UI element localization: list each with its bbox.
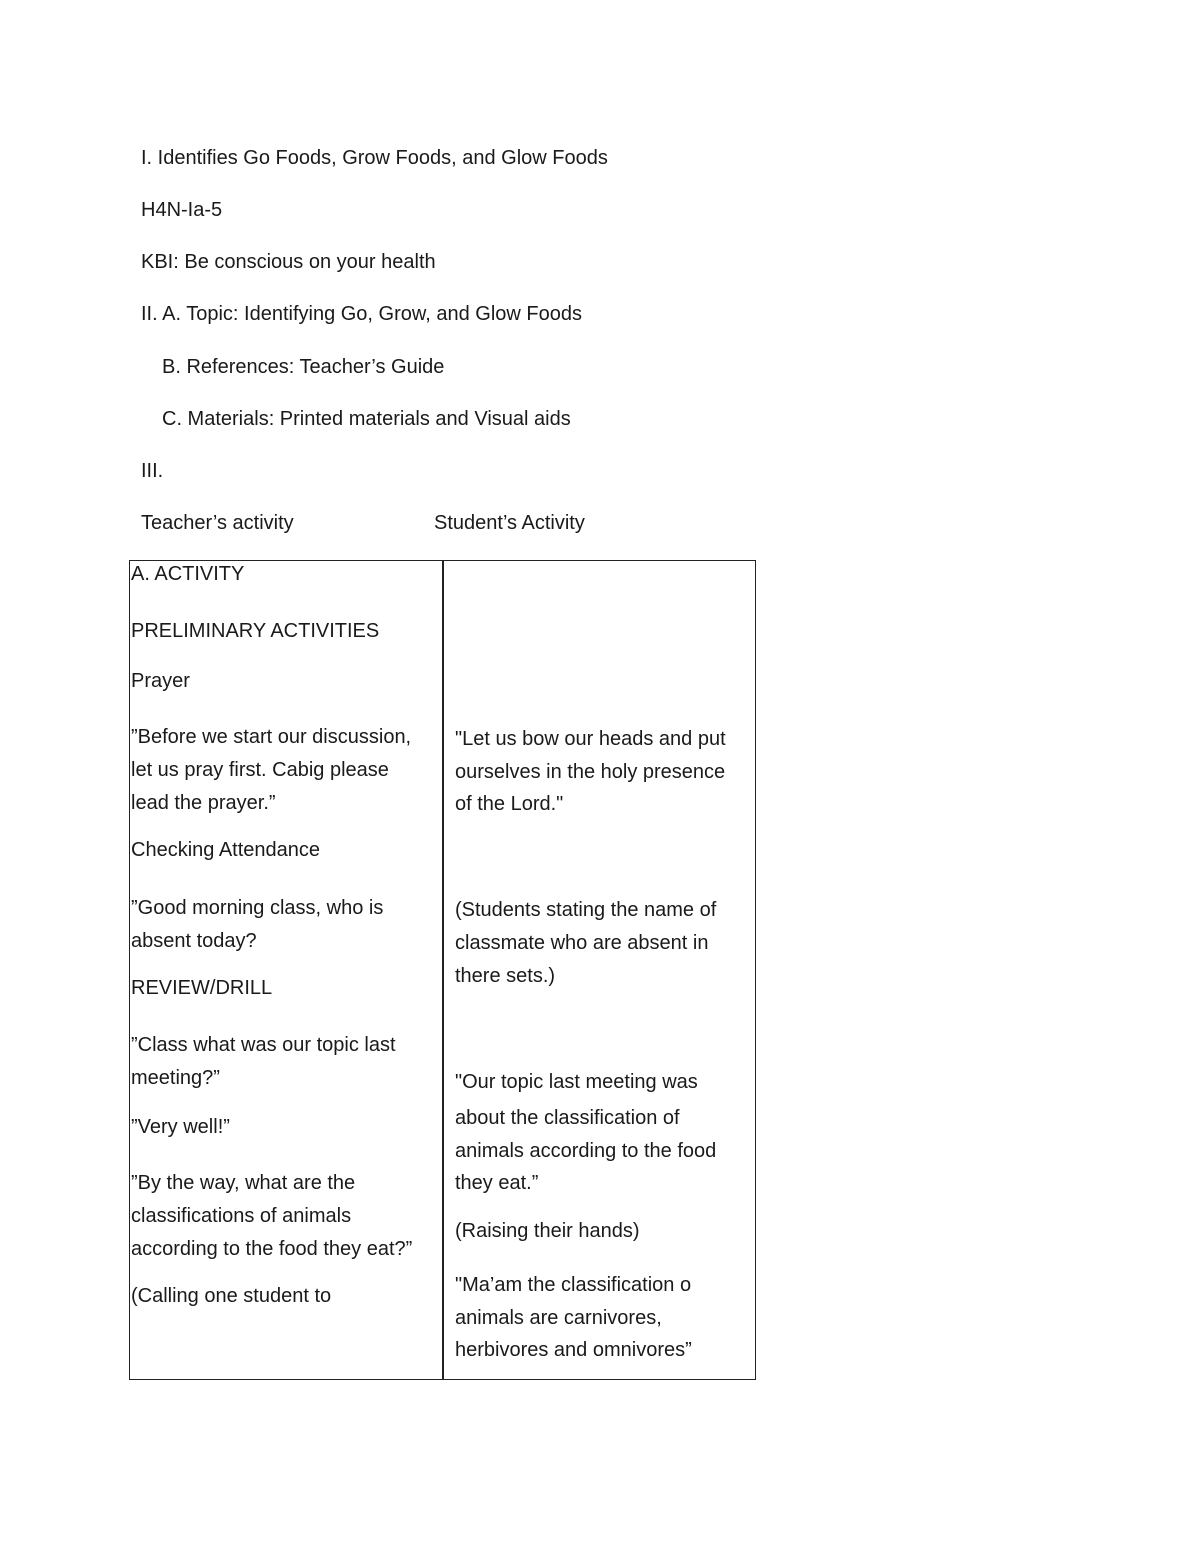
section-three-label: III. (141, 460, 164, 482)
student-line: animals are carnivores, (455, 1307, 662, 1329)
teacher-line: absent today? (131, 930, 257, 952)
student-line: of the Lord." (455, 793, 564, 815)
teacher-column-heading: Teacher’s activity (141, 512, 294, 534)
references-line: B. References: Teacher’s Guide (162, 356, 445, 378)
teacher-line: ”Good morning class, who is (131, 897, 384, 919)
student-line: (Raising their hands) (455, 1220, 640, 1242)
student-line: herbivores and omnivores” (455, 1339, 692, 1361)
teacher-line: ”Before we start our discussion, (131, 726, 412, 748)
student-line: "Ma’am the classification o (455, 1274, 692, 1296)
student-line: (Students stating the name of (455, 899, 717, 921)
teacher-line: ”Very well!” (131, 1116, 230, 1138)
table-column-divider (442, 560, 444, 1380)
competency-code: H4N-Ia-5 (141, 199, 223, 221)
teacher-line: meeting?” (131, 1067, 220, 1089)
attendance-label: Checking Attendance (131, 839, 321, 861)
student-line: ourselves in the holy presence (455, 761, 726, 783)
activity-heading: A. ACTIVITY (131, 563, 245, 585)
review-drill-label: REVIEW/DRILL (131, 977, 273, 999)
teacher-line: let us pray first. Cabig please (131, 759, 389, 781)
student-line: they eat.” (455, 1172, 539, 1194)
teacher-line: ”Class what was our topic last (131, 1034, 396, 1056)
kbi-line: KBI: Be conscious on your health (141, 251, 436, 273)
student-line: there sets.) (455, 965, 556, 987)
teacher-line: ”By the way, what are the (131, 1172, 356, 1194)
preliminary-heading: PRELIMINARY ACTIVITIES (131, 620, 380, 642)
objective-line: I. Identifies Go Foods, Grow Foods, and Glow Foods (141, 147, 608, 169)
materials-line: C. Materials: Printed materials and Visual aids (162, 408, 571, 430)
student-line: classmate who are absent in (455, 932, 709, 954)
student-line: animals according to the food (455, 1140, 717, 1162)
student-line: about the classification of (455, 1107, 680, 1129)
student-line: "Let us bow our heads and put (455, 728, 726, 750)
prayer-label: Prayer (131, 670, 190, 692)
topic-line: II. A. Topic: Identifying Go, Grow, and Glow Foods (141, 303, 582, 325)
student-column-heading: Student’s Activity (434, 512, 585, 534)
teacher-line: classifications of animals (131, 1205, 352, 1227)
teacher-line: according to the food they eat?” (131, 1238, 413, 1260)
teacher-line: lead the prayer.” (131, 792, 276, 814)
teacher-line: (Calling one student to (131, 1285, 332, 1307)
student-line: "Our topic last meeting was (455, 1071, 698, 1093)
